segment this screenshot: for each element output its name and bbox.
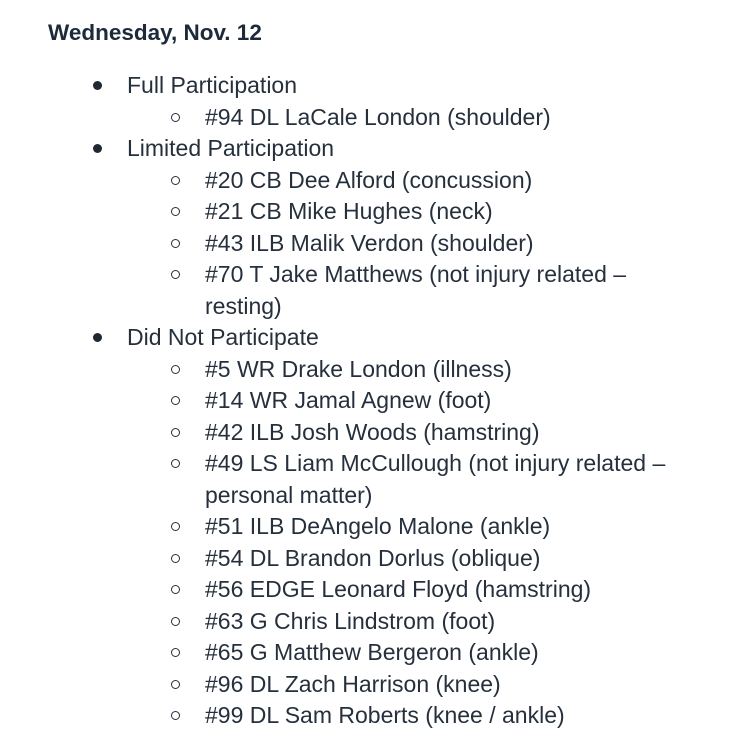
player-entry: #94 DL LaCale London (shoulder)	[205, 103, 551, 130]
player-entry: #65 G Matthew Bergeron (ankle)	[205, 639, 539, 665]
report-date-heading: Wednesday, Nov. 12	[48, 20, 262, 45]
bullet-circle-icon	[171, 207, 180, 216]
bullet-circle-icon	[171, 585, 180, 594]
player-entry: #63 G Chris Lindstrom (foot)	[205, 607, 496, 634]
bullet-circle-icon	[171, 459, 180, 468]
list-item	[205, 259, 700, 322]
bullet-circle-icon	[171, 239, 180, 248]
group-did-not-participate	[0, 322, 741, 732]
participation-groups	[0, 70, 741, 732]
player-entry: #43 ILB Malik Verdon (shoulder)	[205, 229, 534, 256]
player-entry: #96 DL Zach Harrison (knee)	[205, 670, 501, 697]
player-entry: #56 EDGE Leonard Floyd (hamstring)	[205, 576, 592, 602]
list-item	[205, 637, 700, 669]
bullet-circle-icon	[171, 396, 180, 405]
player-entry: #21 CB Mike Hughes (neck)	[205, 198, 493, 224]
list-item	[205, 196, 700, 228]
bullet-disc-icon	[93, 81, 102, 90]
bullet-circle-icon	[171, 176, 180, 185]
bullet-circle-icon	[171, 270, 180, 279]
bullet-circle-icon	[171, 113, 180, 122]
list-item	[205, 354, 700, 386]
player-entry: #51 ILB DeAngelo Malone (ankle)	[205, 513, 551, 539]
player-list	[127, 354, 741, 732]
group-limited-participation	[0, 133, 741, 322]
list-item	[205, 448, 700, 511]
player-entry: #20 CB Dee Alford (concussion)	[205, 166, 533, 193]
bullet-circle-icon	[171, 554, 180, 563]
player-entry: #49 LS Liam McCullough (not injury related – personal matter)	[205, 450, 666, 508]
list-item	[205, 700, 700, 732]
player-list	[127, 102, 741, 134]
player-entry: #14 WR Jamal Agnew (foot)	[205, 387, 492, 413]
bullet-disc-icon	[93, 144, 102, 153]
bullet-circle-icon	[171, 617, 180, 626]
bullet-circle-icon	[171, 365, 180, 374]
bullet-circle-icon	[171, 711, 180, 720]
list-item	[205, 669, 700, 701]
group-title: Limited Participation	[127, 135, 335, 161]
player-entry: #70 T Jake Matthews (not injury related – resting)	[205, 261, 627, 319]
list-item	[205, 102, 700, 134]
bullet-circle-icon	[171, 648, 180, 657]
list-item	[205, 606, 700, 638]
player-entry: #54 DL Brandon Dorlus (oblique)	[205, 544, 541, 571]
bullet-circle-icon	[171, 522, 180, 531]
group-title: Full Participation	[127, 72, 298, 98]
list-item	[205, 165, 700, 197]
list-item	[205, 511, 700, 543]
list-item	[205, 385, 700, 417]
player-entry: #42 ILB Josh Woods (hamstring)	[205, 418, 540, 445]
list-item	[205, 228, 700, 260]
list-item	[205, 543, 700, 575]
list-item	[205, 574, 700, 606]
player-entry: #99 DL Sam Roberts (knee / ankle)	[205, 702, 565, 728]
group-title: Did Not Participate	[127, 324, 319, 350]
group-full-participation	[0, 70, 741, 133]
player-entry: #5 WR Drake London (illness)	[205, 355, 512, 382]
bullet-disc-icon	[93, 333, 102, 342]
player-list	[127, 165, 741, 323]
bullet-circle-icon	[171, 428, 180, 437]
list-item	[205, 417, 700, 449]
bullet-circle-icon	[171, 680, 180, 689]
